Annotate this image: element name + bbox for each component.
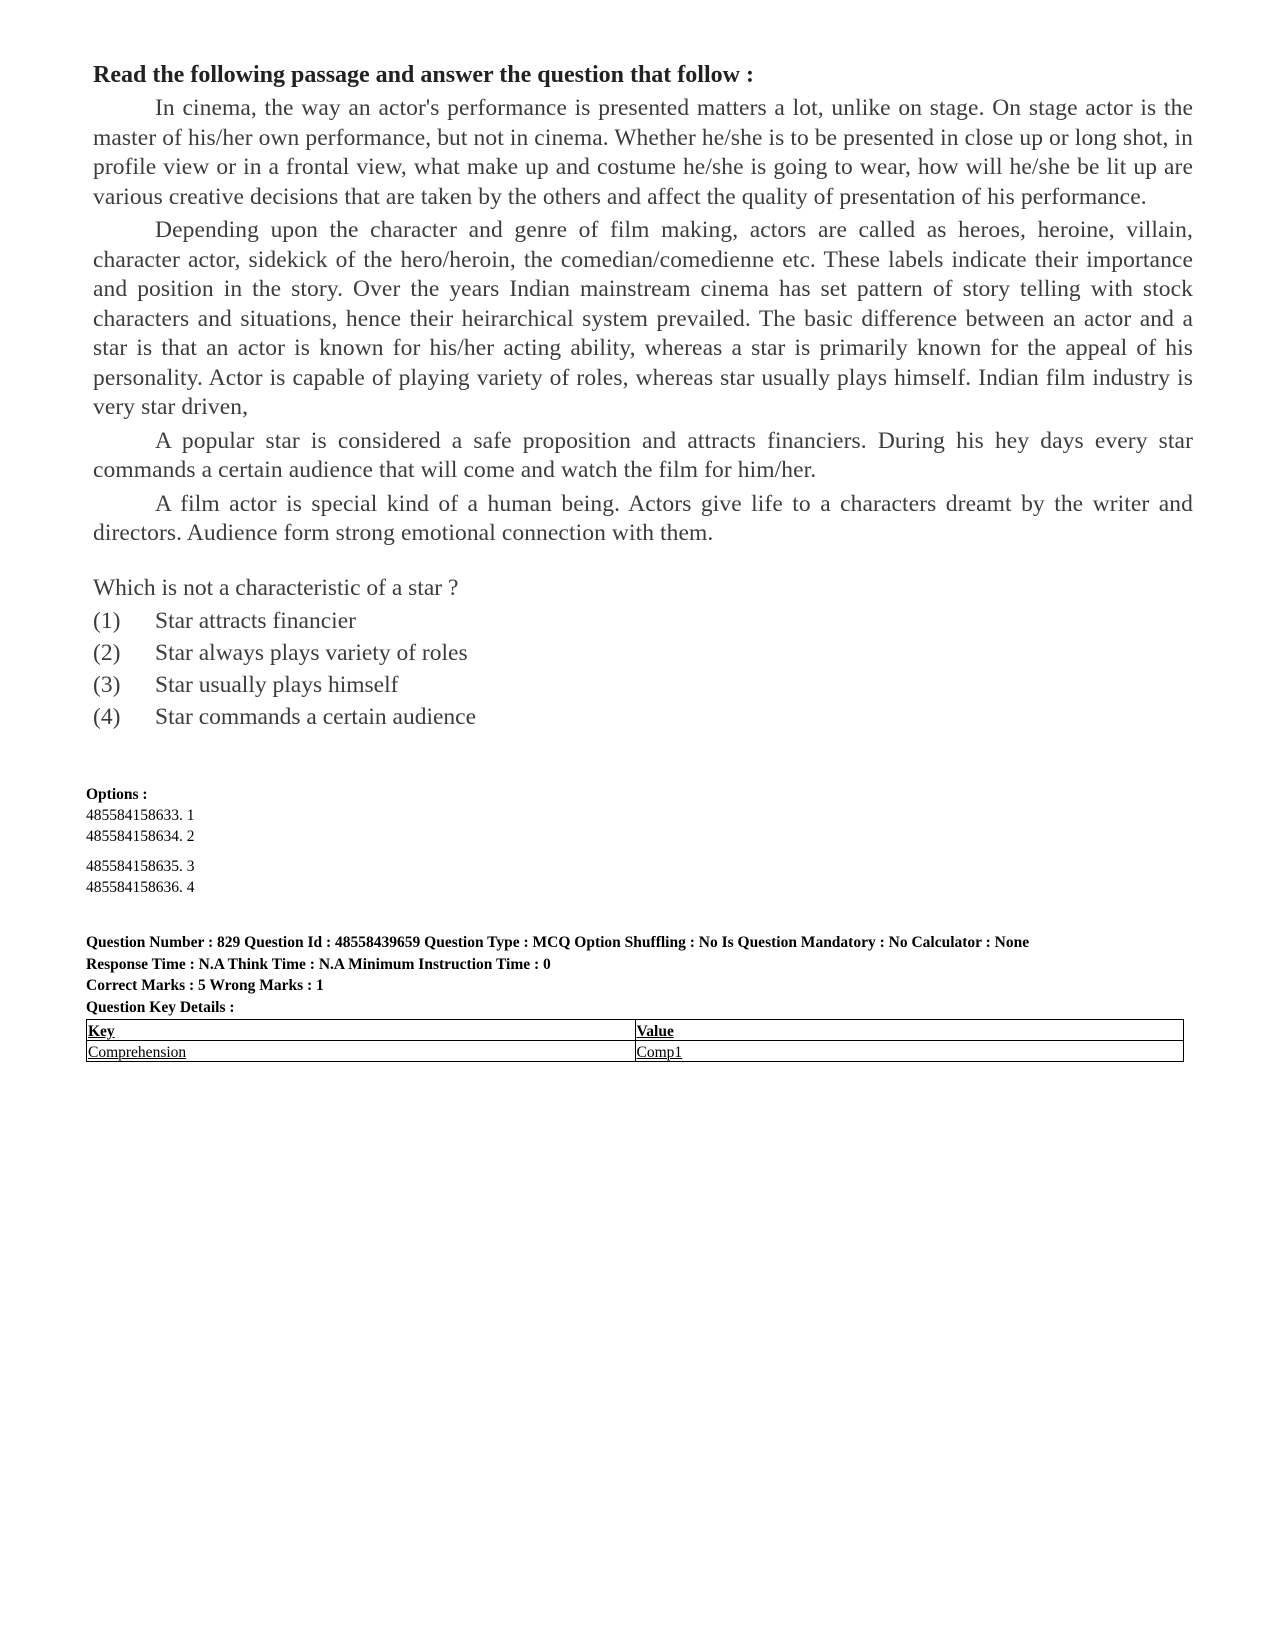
meta-line: Correct Marks : 5 Wrong Marks : 1 (86, 977, 324, 994)
choice-text: Star attracts financier (155, 607, 356, 634)
question-stem: Which is not a characteristic of a star ? (93, 574, 459, 601)
choice-number: (3) (93, 671, 121, 698)
choice-number: (1) (93, 607, 121, 634)
question-meta (86, 932, 1029, 1018)
choice-item (93, 701, 1193, 733)
table-cell: Comprehension (87, 1041, 636, 1062)
meta-line: Question Number : 829 Question Id : 48558439659 Question Type : MCQ Option Shuffling : No Is Question Mandatory : No Calculator : None (86, 934, 1030, 951)
option-item: 485584158633. 1 (86, 807, 195, 824)
passage-paragraph: In cinema, the way an actor's performance is presented matters a lot, unlike on stage. On stage actor is the master of his/her own performance, but not in cinema. Whether he/she is to be presented in close up or long shot, in profile view or in a frontal view, what make up and costume he/she is going to wear, how will he/she be lit up are various creative decisions that are taken by the others and affect the quality of presentation of his performance. (93, 95, 1193, 210)
option-item: 485584158635. 3 (86, 858, 195, 875)
options-title: Options : (86, 786, 148, 803)
table-cell: Comp1 (635, 1041, 1184, 1062)
meta-line: Response Time : N.A Think Time : N.A Minimum Instruction Time : 0 (86, 955, 551, 973)
choice-text: Star always plays variety of roles (155, 639, 468, 666)
passage-image (93, 60, 1193, 733)
header-cell-key: Key (87, 1020, 636, 1041)
choice-text: Star usually plays himself (155, 671, 399, 698)
table-row (87, 1041, 1184, 1062)
passage-heading: Read the following passage and answer the question that follow : (93, 62, 754, 88)
choice-item (93, 669, 1193, 701)
question-key-table (86, 1019, 1184, 1062)
table-header-row (87, 1020, 1184, 1041)
option-item: 485584158636. 4 (86, 879, 195, 896)
choice-number: (4) (93, 703, 121, 730)
passage-paragraph: A popular star is considered a safe proposition and attracts financiers. During his hey days every star commands a certain audience that will come and watch the film for him/her. (93, 427, 1193, 483)
choice-text: Star commands a certain audience (155, 703, 477, 730)
passage-paragraph: Depending upon the character and genre of film making, actors are called as heroes, heroine, villain, character actor, sidekick of the hero/heroin, the comedian/comedienne etc. These labels indicate their importance and position in the story. Over the years Indian mainstream cinema has set pattern of story telling with stock characters and situations, hence their heirarchical system prevailed. The basic difference between an actor and a star is that an actor is known for his/her acting ability, whereas a star is primarily known for the appeal of his personality. Actor is capable of playing variety of roles, whereas star usually plays himself. Indian film industry is very star driven, (93, 217, 1193, 420)
choice-number: (2) (93, 639, 121, 666)
option-item: 485584158634. 2 (86, 828, 195, 845)
choice-item (93, 637, 1193, 669)
header-cell-value: Value (635, 1020, 1184, 1041)
choice-item (93, 605, 1193, 637)
meta-line: Question Key Details : (86, 998, 235, 1016)
passage-paragraph: A film actor is special kind of a human being. Actors give life to a characters dreamt by the writer and directors. Audience form strong emotional connection with them. (93, 490, 1193, 546)
options-block (86, 784, 195, 898)
